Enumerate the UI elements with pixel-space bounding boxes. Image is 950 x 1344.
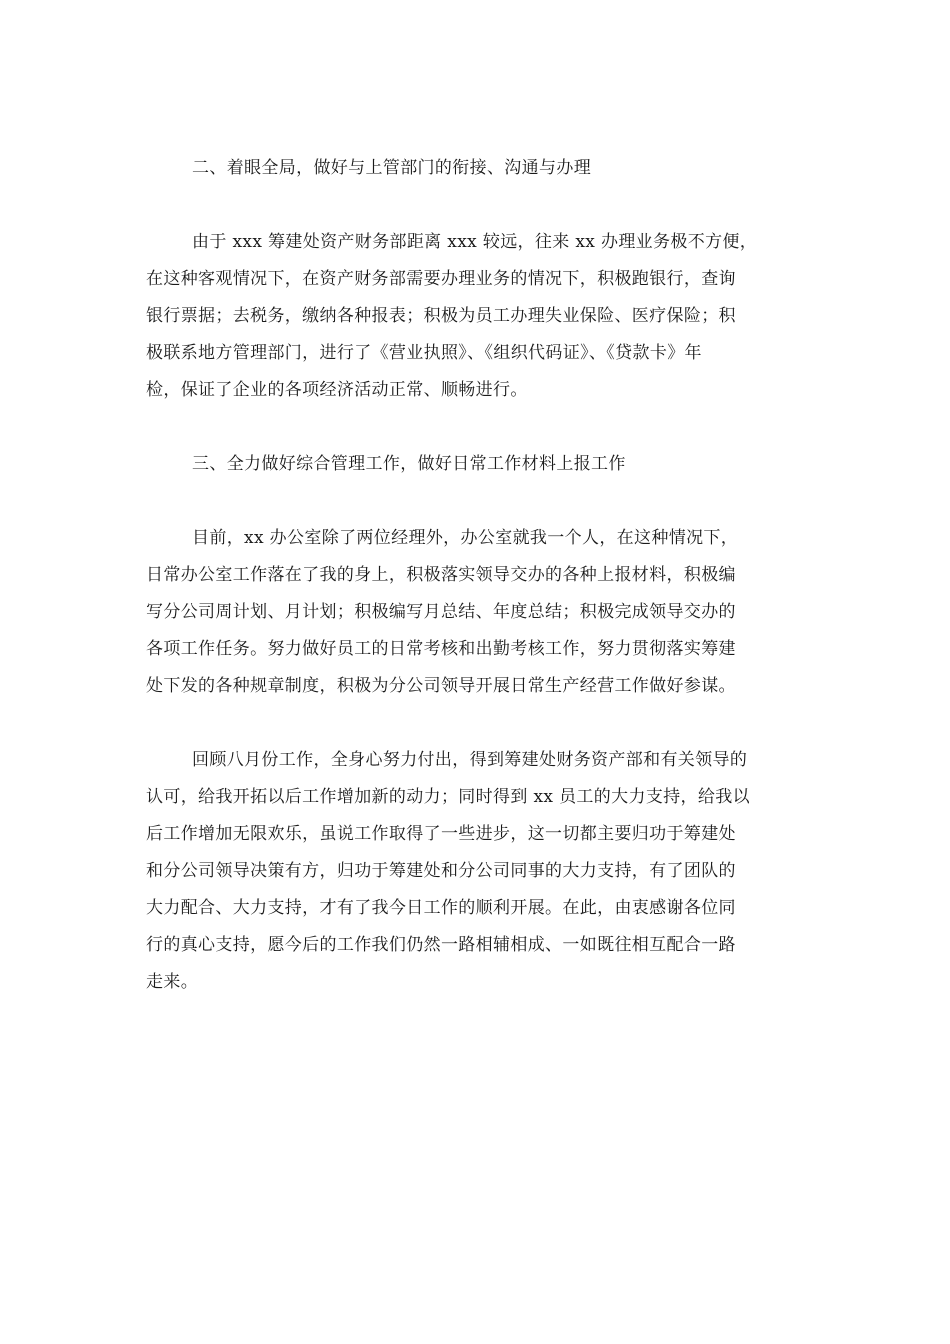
paragraph-line: 认可，给我开拓以后工作增加新的动力；同时得到 xx 员工的大力支持，给我以 xyxy=(146,787,750,807)
paragraph-line: 大力配合、大力支持，才有了我今日工作的顺利开展。在此，由衷感谢各位同 xyxy=(146,898,736,918)
paragraph-line: 目前，xx 办公室除了两位经理外，办公室就我一个人，在这种情况下， xyxy=(192,528,739,548)
paragraph-line: 和分公司领导决策有方，归功于筹建处和分公司同事的大力支持，有了团队的 xyxy=(146,861,736,881)
paragraph-line: 写分公司周计划、月计划；积极编写月总结、年度总结；积极完成领导交办的 xyxy=(146,602,736,622)
paragraph-line: 极联系地方管理部门，进行了《营业执照》、《组织代码证》、《贷款卡》年 xyxy=(146,343,702,363)
document-body xyxy=(146,150,801,1001)
paragraph-line: 银行票据；去税务，缴纳各种报表；积极为员工办理失业保险、医疗保险；积 xyxy=(146,306,736,326)
paragraph-line: 回顾八月份工作，全身心努力付出，得到筹建处财务资产部和有关领导的 xyxy=(192,750,748,770)
paragraph-line: 在这种客观情况下，在资产财务部需要办理业务的情况下，积极跑银行，查询 xyxy=(146,269,736,289)
paragraph-spacer xyxy=(146,483,801,520)
paragraph-spacer xyxy=(146,187,801,224)
paragraph-section-2 xyxy=(146,224,801,409)
paragraph-closing xyxy=(146,742,801,1001)
section-heading-2: 二、着眼全局，做好与上管部门的衔接、沟通与办理 xyxy=(192,158,592,178)
paragraph-section-3 xyxy=(146,520,801,705)
paragraph-line: 由于 xxx 筹建处资产财务部距离 xxx 较远，往来 xx 办理业务极不方便， xyxy=(192,232,758,252)
paragraph-line: 后工作增加无限欢乐，虽说工作取得了一些进步，这一切都主要归功于筹建处 xyxy=(146,824,736,844)
paragraph-line: 日常办公室工作落在了我的身上，积极落实领导交办的各种上报材料，积极编 xyxy=(146,565,736,585)
paragraph-line: 行的真心支持，愿今后的工作我们仍然一路相辅相成、一如既往相互配合一路 xyxy=(146,935,736,955)
paragraph-spacer xyxy=(146,705,801,742)
paragraph-line: 各项工作任务。努力做好员工的日常考核和出勤考核工作，努力贯彻落实筹建 xyxy=(146,639,736,659)
paragraph-line: 走来。 xyxy=(146,972,199,992)
paragraph-line: 处下发的各种规章制度，积极为分公司领导开展日常生产经营工作做好参谋。 xyxy=(146,676,736,696)
section-heading-3: 三、全力做好综合管理工作，做好日常工作材料上报工作 xyxy=(192,454,626,474)
paragraph-spacer xyxy=(146,409,801,446)
paragraph-line: 检，保证了企业的各项经济活动正常、顺畅进行。 xyxy=(146,380,528,400)
